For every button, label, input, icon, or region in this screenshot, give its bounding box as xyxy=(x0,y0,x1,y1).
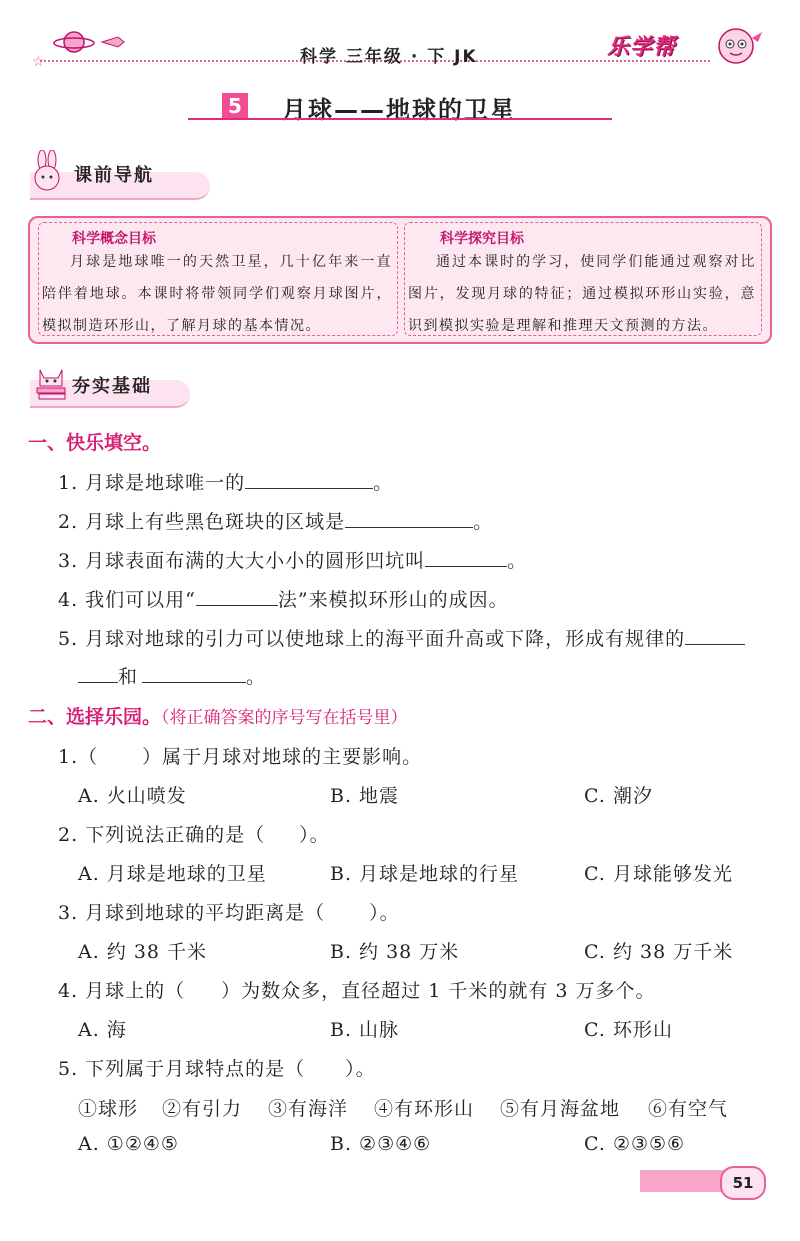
basics-label: 夯实基础 xyxy=(72,376,152,397)
answer-blank-4[interactable] xyxy=(196,587,278,606)
choice-question-1: 1.（ ）属于月球对地球的主要影响。 xyxy=(58,746,423,768)
q1-option-c[interactable]: C. 潮汐 xyxy=(584,785,653,807)
q1-option-a[interactable]: A. 火山喷发 xyxy=(78,785,187,807)
fill-question-4: 4. 我们可以用“ 法”来模拟环形山的成因。 xyxy=(58,589,509,611)
page-number: 51 xyxy=(720,1166,766,1200)
fill-question-5-cont: 和 。 xyxy=(78,662,266,689)
fill-question-3: 3. 月球表面布满的大大小小的圆形凹坑叫 。 xyxy=(58,550,528,572)
q5-option-a[interactable]: A. ①②④⑤ xyxy=(78,1133,179,1155)
choice-question-5: 5. 下列属于月球特点的是（ ）。 xyxy=(58,1058,376,1080)
q2-option-a[interactable]: A. 月球是地球的卫星 xyxy=(78,863,267,885)
q5-feature-2: ②有引力 xyxy=(162,1098,243,1120)
q5-feature-6: ⑥有空气 xyxy=(648,1098,729,1120)
cat-books-icon xyxy=(34,364,68,408)
q3-option-c[interactable]: C. 约 38 万千米 xyxy=(584,941,734,963)
q5-feature-4: ④有环形山 xyxy=(374,1098,475,1120)
q5-feature-1: ①球形 xyxy=(78,1098,139,1120)
preview-label: 课前导航 xyxy=(74,165,154,186)
choice-question-3: 3. 月球到地球的平均距离是（ ）。 xyxy=(58,902,400,924)
q4-option-c[interactable]: C. 环形山 xyxy=(584,1019,673,1041)
fill-question-2: 2. 月球上有些黑色斑块的区域是 。 xyxy=(58,511,494,533)
q3-option-a[interactable]: A. 约 38 千米 xyxy=(78,941,208,963)
q5-option-b[interactable]: B. ②③④⑥ xyxy=(330,1133,432,1155)
q5-option-c[interactable]: C. ②③⑤⑥ xyxy=(584,1133,686,1155)
header-subject: 科学 三年级 · 下 JK xyxy=(300,47,478,67)
header-star-icon: ☆ xyxy=(32,54,45,70)
answer-blank-3[interactable] xyxy=(425,548,507,567)
answer-blank-1[interactable] xyxy=(245,470,373,489)
choice-question-4: 4. 月球上的（ ）为数众多，直径超过 1 千米的就有 3 万多个。 xyxy=(58,980,656,1002)
fill-question-5: 5. 月球对地球的引力可以使地球上的海平面升高或下降，形成有规律的 xyxy=(58,624,745,651)
lesson-title-underline xyxy=(188,118,612,120)
q3-option-b[interactable]: B. 约 38 万米 xyxy=(330,941,460,963)
header-rocket-icon xyxy=(100,34,126,54)
q4-option-a[interactable]: A. 海 xyxy=(78,1019,127,1041)
section1-title: 一、快乐填空。 xyxy=(28,432,162,454)
inquiry-goal-text: 通过本课时的学习，使同学们能通过观察对比图片，发现月球的特征；通过模拟环形山实验，意识到模拟实验是理解和推理天文预测的方法。 xyxy=(408,254,756,334)
answer-blank-2[interactable] xyxy=(345,509,473,528)
q2-option-b[interactable]: B. 月球是地球的行星 xyxy=(330,863,520,885)
choice-question-2: 2. 下列说法正确的是（ ）。 xyxy=(58,824,330,846)
mascot-icon xyxy=(708,24,766,72)
header-planet-icon xyxy=(52,28,96,60)
q5-feature-3: ③有海洋 xyxy=(268,1098,349,1120)
q1-option-b[interactable]: B. 地震 xyxy=(330,785,400,807)
answer-blank-5b[interactable] xyxy=(78,664,118,683)
fill-question-1: 1. 月球是地球唯一的 。 xyxy=(58,472,394,494)
rabbit-icon xyxy=(30,150,66,198)
concept-goal-title: 科学概念目标 xyxy=(72,231,156,247)
lesson-title: 月球——地球的卫星 xyxy=(282,96,516,124)
concept-goal-text: 月球是地球唯一的天然卫星，几十亿年来一直陪伴着地球。本课时将带领同学们观察月球图片，模拟制造环形山，了解月球的基本情况。 xyxy=(42,254,392,334)
inquiry-goal-title: 科学探究目标 xyxy=(440,231,524,247)
section2-title: 二、选择乐园。（将正确答案的序号写在括号里） xyxy=(28,706,408,728)
section2-note: （将正确答案的序号写在括号里） xyxy=(161,708,408,728)
lesson-number: 5 xyxy=(222,93,248,119)
q2-option-c[interactable]: C. 月球能够发光 xyxy=(584,863,733,885)
answer-blank-5c[interactable] xyxy=(142,664,246,683)
q5-feature-5: ⑤有月海盆地 xyxy=(500,1098,621,1120)
brand-logo: 乐学帮 xyxy=(607,35,677,60)
q4-option-b[interactable]: B. 山脉 xyxy=(330,1019,400,1041)
answer-blank-5a[interactable] xyxy=(685,626,745,645)
